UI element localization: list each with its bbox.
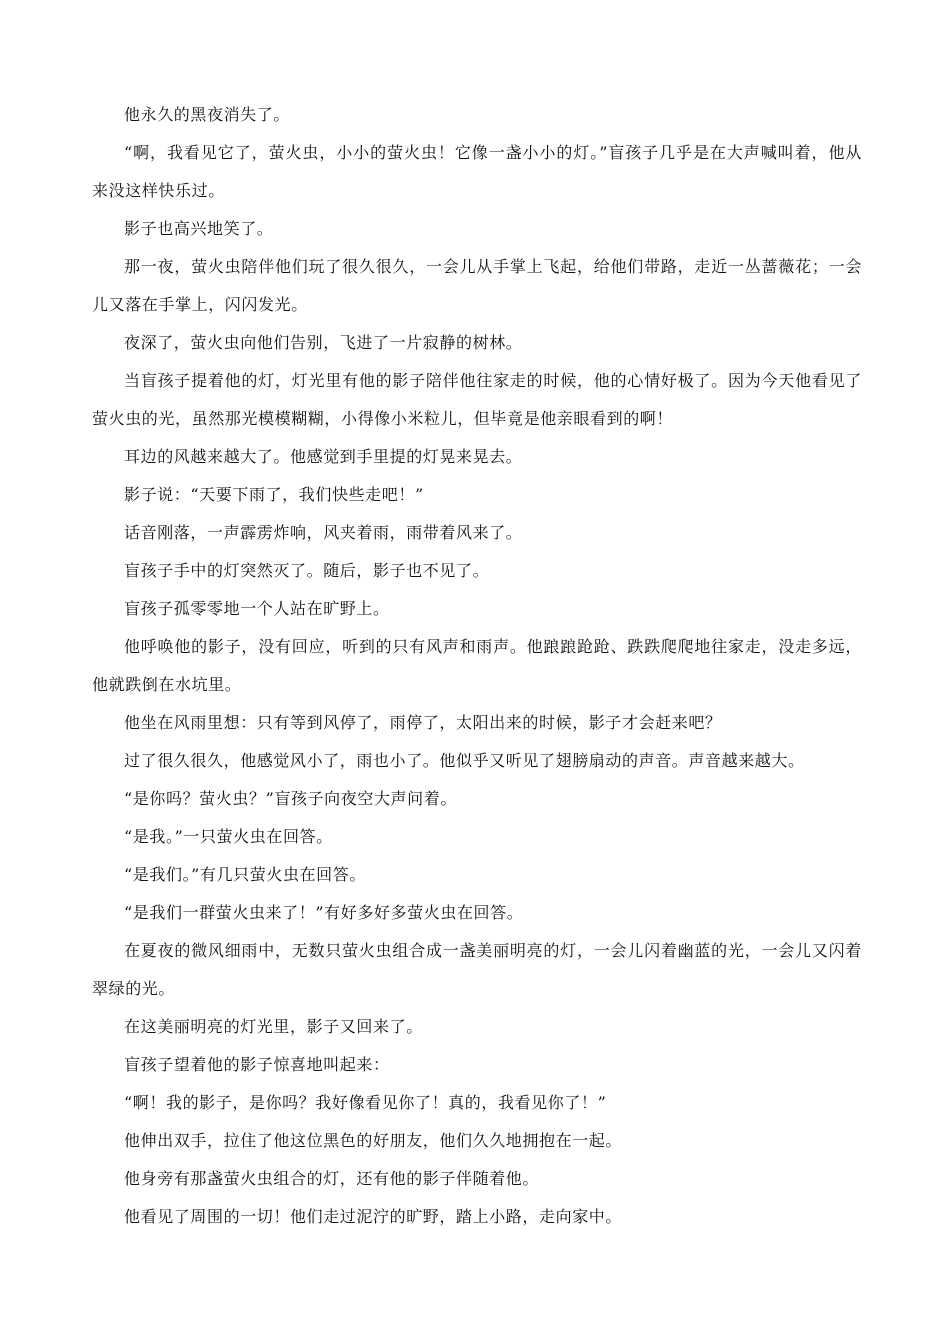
paragraph: 他看见了周围的一切！他们走过泥泞的旷野，踏上小路，走向家中。 [124,1207,623,1226]
story-text [92,96,862,1236]
paragraph: 在夏夜的微风细雨中，无数只萤火虫组合成一盏美丽明亮的灯，一会儿闪着幽蓝的光，一会儿又闪着翠绿的光。 [92,941,862,998]
paragraph: “啊，我看见它了，萤火虫，小小的萤火虫！它像一盏小小的灯。”盲孩子几乎是在大声喊叫着，他从来没这样快乐过。 [92,143,862,200]
paragraph: 当盲孩子提着他的灯，灯光里有他的影子陪伴他往家走的时候，他的心情好极了。因为今天他看见了萤火虫的光，虽然那光模模糊糊，小得像小米粒儿，但毕竟是他亲眼看到的啊！ [92,371,862,428]
paragraph: “啊！我的影子，是你吗？我好像看见你了！真的，我看见你了！” [124,1093,607,1112]
paragraph: 他坐在风雨里想：只有等到风停了，雨停了，太阳出来的时候，影子才会赶来吧？ [124,713,722,732]
paragraph: 他伸出双手，拉住了他这位黑色的好朋友，他们久久地拥抱在一起。 [124,1131,623,1150]
paragraph: 在这美丽明亮的灯光里，影子又回来了。 [124,1017,423,1036]
paragraph: 他呼唤他的影子，没有回应，听到的只有风声和雨声。他踉踉跄跄、跌跌爬爬地往家走，没走多远，他就跌倒在水坑里。 [92,637,862,694]
paragraph: “是我们。”有几只萤火虫在回答。 [124,865,366,884]
paragraph: 影子也高兴地笑了。 [124,219,274,238]
paragraph: 盲孩子手中的灯突然灭了。随后，影子也不见了。 [124,561,490,580]
paragraph: “是我。”一只萤火虫在回答。 [124,827,333,846]
paragraph: 他身旁有那盏萤火虫组合的灯，还有他的影子伴随着他。 [124,1169,540,1188]
paragraph: 他永久的黑夜消失了。 [124,105,291,124]
paragraph: 盲孩子望着他的影子惊喜地叫起来： [124,1055,390,1074]
paragraph: “是你吗？萤火虫？”盲孩子向夜空大声问着。 [124,789,457,808]
paragraph: 过了很久很久，他感觉风小了，雨也小了。他似乎又听见了翅膀扇动的声音。声音越来越大。 [124,751,805,770]
paragraph: 夜深了，萤火虫向他们告别，飞进了一片寂静的树林。 [124,333,523,352]
paragraph: 话音刚落，一声霹雳炸响，风夹着雨，雨带着风来了。 [124,523,523,542]
paragraph: “是我们一群萤火虫来了！”有好多好多萤火虫在回答。 [124,903,524,922]
paragraph: 耳边的风越来越大了。他感觉到手里提的灯晃来晃去。 [124,447,523,466]
paragraph: 那一夜，萤火虫陪伴他们玩了很久很久，一会儿从手掌上飞起，给他们带路，走近一丛蔷薇花；一会儿又落在手掌上，闪闪发光。 [92,257,862,314]
paragraph: 盲孩子孤零零地一个人站在旷野上。 [124,599,390,618]
paragraph: 影子说：“天要下雨了，我们快些走吧！” [124,485,424,504]
